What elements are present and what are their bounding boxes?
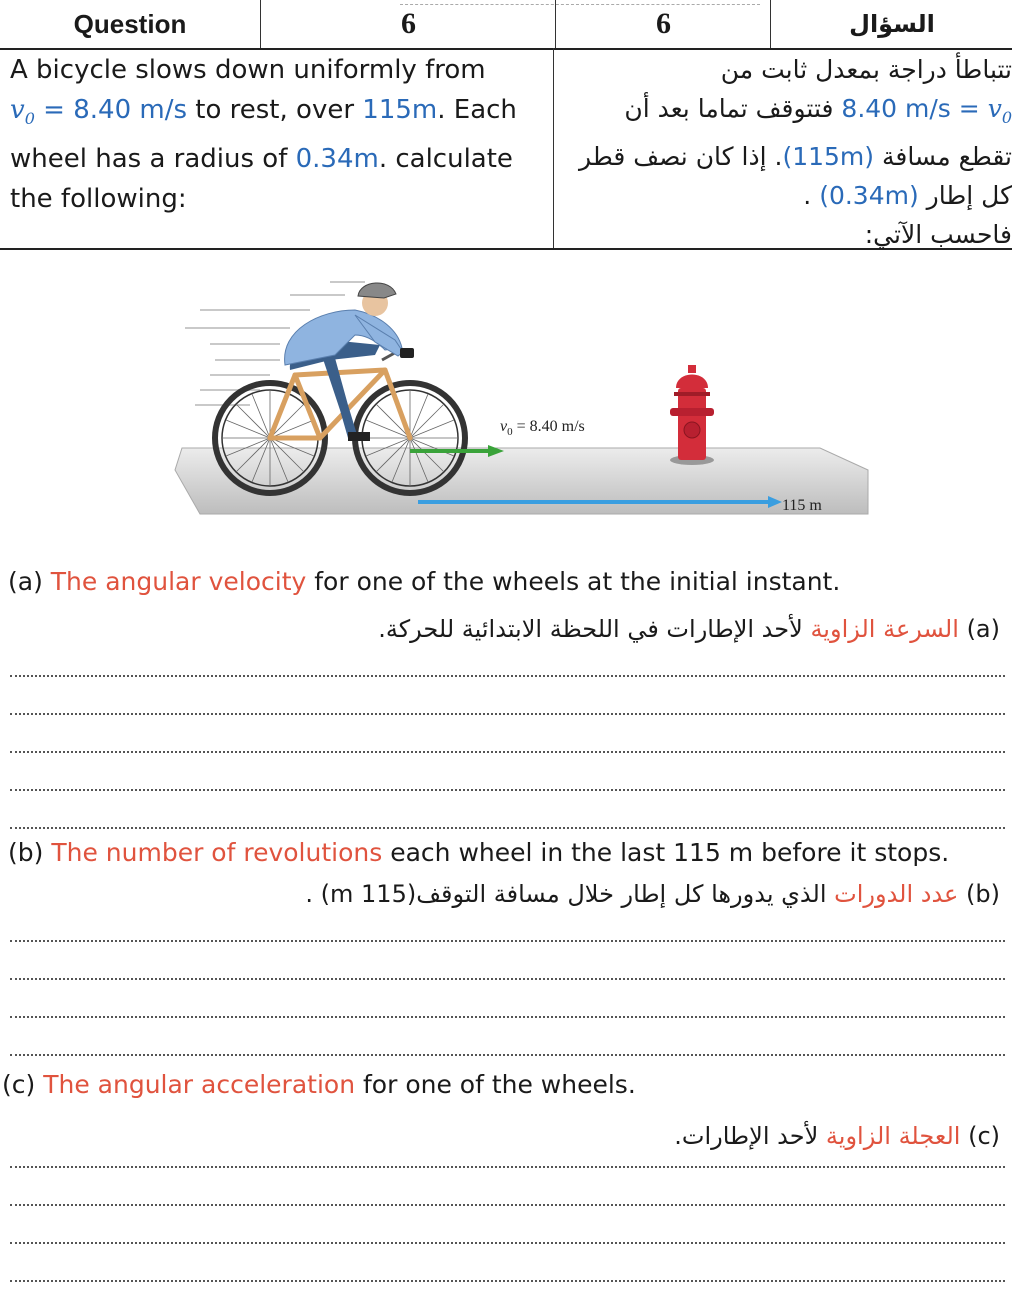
question-c-rest-ar: لأحد الإطارات. (674, 1122, 826, 1150)
problem-en-part3: . Each wheel has a radius of (10, 95, 517, 175)
problem-en-part4: . calculate the following: (10, 144, 513, 215)
radius-value-en: 0.34m (295, 144, 379, 175)
velocity-symbol-en: $v_0$ (10, 95, 35, 129)
question-a-label: (a) (8, 567, 43, 596)
problem-statement-row (0, 48, 1012, 250)
answer-line-a4[interactable] (10, 789, 1005, 791)
problem-ar-line4a: كل إطار (918, 181, 1012, 210)
question-label-ar: السؤال (770, 0, 1012, 48)
question-c-label: (c) (2, 1070, 36, 1099)
question-a-rest-ar: لأحد الإطارات في اللحظة الابتدائية للحركة. (378, 615, 811, 643)
question-b-key-en: The number of revolutions (51, 838, 383, 867)
velocity-equals-en: = (34, 95, 74, 125)
question-c-en (2, 1070, 636, 1099)
distance-value-ar: (115m) (782, 142, 875, 171)
question-b-en (8, 838, 949, 867)
bicycle-illustration (170, 270, 880, 520)
velocity-value-en: 8.40 m/s (73, 95, 188, 125)
question-b-ar (305, 880, 1000, 908)
problem-ar-line4b: . (803, 181, 820, 210)
question-c-rest-en: for one of the wheels. (355, 1070, 636, 1099)
question-header-row (0, 0, 1012, 50)
velocity-label: $v_0 = 8.40$ m/s (500, 418, 585, 438)
question-c-ar (674, 1122, 1000, 1150)
problem-ar-line5: فاحسب الآتي: (864, 220, 1012, 249)
problem-ar-line3a: تقطع مسافة (874, 142, 1012, 171)
problem-ar-line2: فتتوقف تماما بعد أن (624, 94, 842, 123)
question-b-rest-en: each wheel in the last 115 m before it stops. (382, 838, 950, 867)
distance-value-en: 115m (362, 95, 438, 125)
question-label-en: Question (73, 8, 187, 39)
answer-line-b1[interactable] (10, 940, 1005, 942)
question-b-label-ar: (b) (966, 880, 1000, 908)
answer-line-c1[interactable] (10, 1166, 1005, 1168)
velocity-value-ar: 8.40 m/s (841, 94, 951, 123)
problem-text-en (10, 50, 545, 219)
question-c-label-ar: (c) (968, 1122, 1000, 1150)
answer-line-b3[interactable] (10, 1016, 1005, 1018)
answer-line-a2[interactable] (10, 713, 1005, 715)
rider (285, 283, 414, 441)
answer-line-c3[interactable] (10, 1242, 1005, 1244)
answer-line-a3[interactable] (10, 751, 1005, 753)
radius-value-ar: (0.34m) (819, 181, 919, 210)
problem-en-part2: to rest, over (187, 95, 363, 125)
problem-ar-line3b: . إذا كان نصف قطر (579, 142, 783, 171)
problem-ar-line1: تتباطأ دراجة بمعدل ثابت من (720, 55, 1012, 84)
question-a-key-ar: السرعة الزاوية (810, 615, 959, 643)
question-b-key-ar: عدد الدورات (834, 880, 959, 908)
bicycle-figure (170, 270, 880, 520)
question-c-key-en: The angular acceleration (43, 1070, 356, 1099)
question-number-right: 6 (555, 0, 771, 48)
question-c-key-ar: العجلة الزاوية (825, 1122, 961, 1150)
question-a-rest-en: for one of the wheels at the initial instant. (306, 567, 841, 596)
road-surface (175, 448, 868, 514)
answer-line-a1[interactable] (10, 675, 1005, 677)
question-a-en (8, 567, 840, 596)
answer-line-a5[interactable] (10, 827, 1005, 829)
answer-line-b2[interactable] (10, 978, 1005, 980)
question-a-ar (378, 615, 1000, 643)
velocity-equals-ar: = (950, 94, 988, 123)
velocity-symbol-ar: $v_0$ (987, 94, 1012, 127)
question-a-label-ar: (a) (966, 615, 1000, 643)
question-b-label: (b) (8, 838, 44, 867)
answer-line-c4[interactable] (10, 1280, 1005, 1282)
question-a-key-en: The angular velocity (50, 567, 307, 596)
problem-text-ar (560, 50, 1012, 254)
answer-line-c2[interactable] (10, 1204, 1005, 1206)
problem-en-part1: A bicycle slows down uniformly from (10, 55, 486, 85)
problem-divider (553, 48, 554, 248)
answer-line-b4[interactable] (10, 1054, 1005, 1056)
question-number-left: 6 (260, 0, 556, 48)
distance-label: 115 m (782, 497, 822, 514)
question-b-rest-ar: الذي يدورها كل إطار خلال مسافة التوقف(115 m) . (305, 880, 835, 908)
